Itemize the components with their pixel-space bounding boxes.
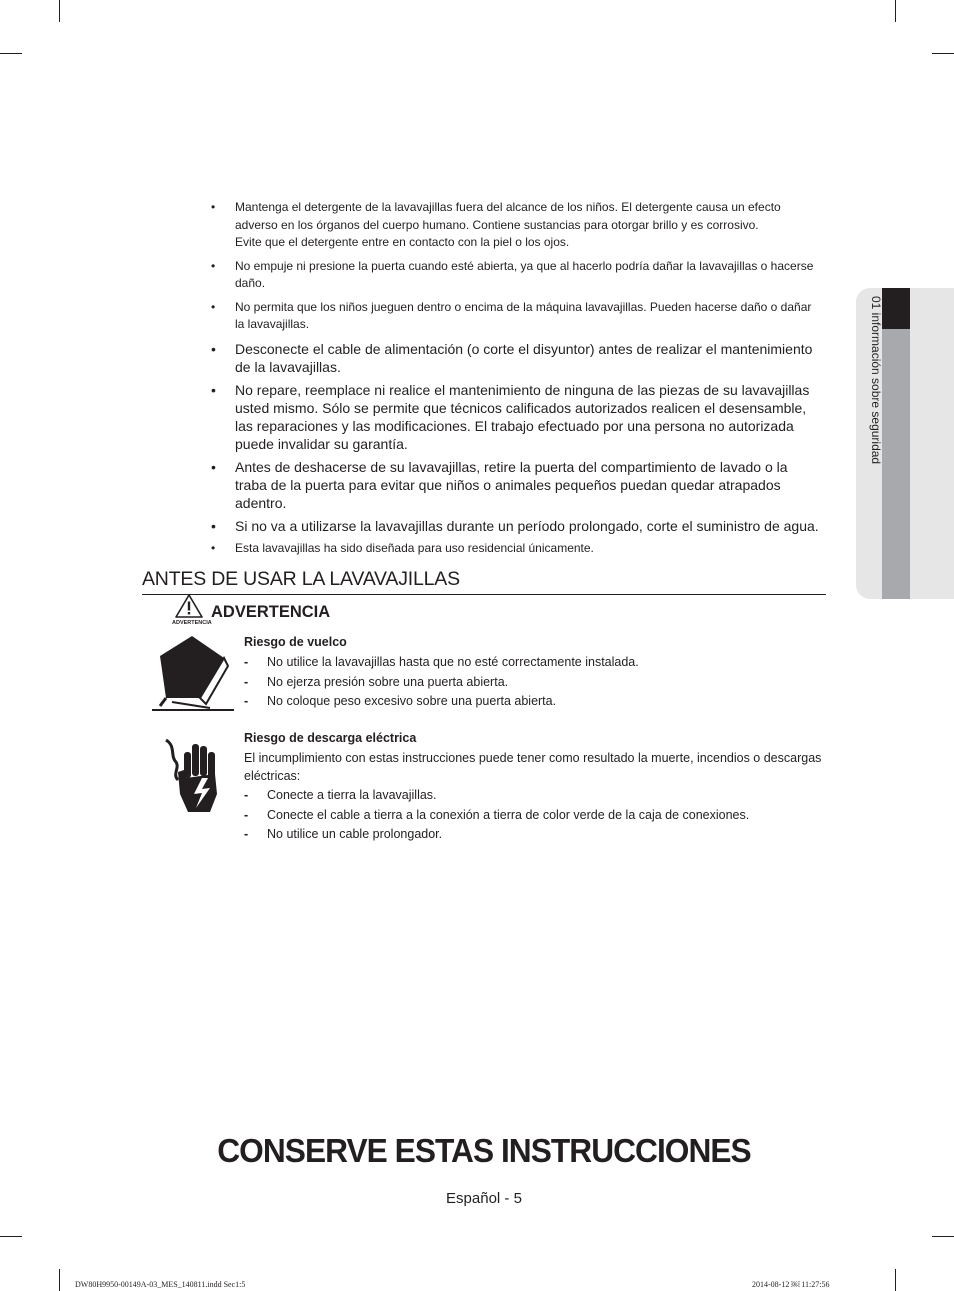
- dash-marker: -: [244, 827, 249, 841]
- warning-list-item: [244, 674, 824, 692]
- bullet-text-line: adentro.: [235, 494, 287, 511]
- crop-mark: [0, 1236, 22, 1237]
- bullet-marker: •: [211, 340, 216, 357]
- crop-mark: [895, 1269, 896, 1291]
- warning-list-item: [244, 807, 824, 825]
- crop-mark: [0, 53, 22, 54]
- warning-list-text: No utilice un cable prolongador.: [267, 827, 443, 841]
- bullet-text-line: Antes de deshacerse de su lavavajillas, retire la puerta del compartimiento de lavado o la: [235, 458, 788, 475]
- safety-bullet-list: [211, 199, 831, 563]
- chapter-tab-marker: [882, 288, 910, 329]
- crop-mark: [59, 1269, 60, 1291]
- bullet-text-line: usted mismo. Sólo se permite que técnicos calificados autorizados realicen el desensamble,: [235, 399, 807, 416]
- bullet-text-line: Si no va a utilizarse la lavavajillas durante un período prolongado, corte el suministro de agua.: [235, 517, 819, 534]
- warning-list-item: [244, 826, 824, 844]
- tip-over-list: [244, 654, 824, 711]
- safety-bullet: [211, 299, 831, 334]
- bullet-marker: •: [211, 517, 216, 534]
- safety-bullet: [211, 458, 831, 512]
- warning-icon-caption: ADVERTENCIA: [172, 620, 212, 626]
- dash-marker: -: [244, 674, 249, 689]
- bullet-text-line: No permita que los niños jueguen dentro o encima de la máquina lavavajillas. Pueden hacerse daño o dañar: [235, 299, 812, 314]
- bullet-marker: •: [211, 299, 216, 314]
- warning-list-item: [244, 787, 824, 805]
- safety-bullet: [211, 258, 831, 293]
- warning-triangle-icon: [175, 594, 203, 618]
- safety-bullet: [211, 381, 831, 453]
- bullet-marker: •: [211, 258, 216, 273]
- dash-marker: -: [244, 807, 249, 822]
- bullet-marker: •: [211, 458, 216, 475]
- tip-over-hazard-icon: [150, 634, 234, 712]
- shock-list: [244, 787, 824, 844]
- safety-bullet: [211, 540, 831, 558]
- bullet-text-line: traba de la puerta para evitar que niños o animales pequeños puedan quedar atrapados: [235, 476, 781, 493]
- tip-over-warning: [244, 634, 824, 713]
- safety-bullet: [211, 340, 831, 376]
- shock-intro: El incumplimiento con estas instrucciones puede tener como resultado la muerte, incendios o descargas eléctricas:: [244, 751, 822, 783]
- crop-mark: [932, 53, 954, 54]
- safety-bullet: [211, 517, 831, 535]
- print-slug-date: 2014-08-12 ￼ 11:27:56: [752, 1280, 830, 1289]
- crop-mark: [59, 0, 60, 22]
- bullet-marker: •: [211, 540, 216, 555]
- bullet-marker: •: [211, 381, 216, 398]
- crop-mark: [932, 1236, 954, 1237]
- warning-title: ADVERTENCIA: [211, 603, 331, 621]
- bullet-marker: •: [211, 200, 216, 214]
- chapter-tab-label: 01 información sobre seguridad: [869, 296, 883, 465]
- chapter-tab-bar: [882, 329, 910, 599]
- warning-list-text: No coloque peso excesivo sobre una puerta abierta.: [267, 694, 557, 708]
- shock-heading: Riesgo de descarga eléctrica: [244, 731, 417, 745]
- shock-warning: [244, 730, 824, 846]
- dash-marker: -: [244, 655, 249, 669]
- bullet-text-line: adverso en los órganos del cuerpo humano. Contiene sustancias para otorgar brillo y es corrosivo.: [235, 217, 759, 232]
- bullet-text-line: las reparaciones y las modificaciones. El trabajo efectuado por una persona no autorizada: [235, 417, 794, 434]
- dash-marker: -: [244, 694, 249, 708]
- print-slug-file: DW80H9950-00149A-03_MES_140811.indd Sec1:5: [75, 1280, 246, 1289]
- safety-bullet: [211, 199, 831, 252]
- dash-marker: -: [244, 788, 249, 802]
- bullet-text-line: daño.: [235, 276, 266, 290]
- bullet-text-line: puede invalidar su garantía.: [235, 435, 408, 452]
- warning-list-text: Conecte a tierra la lavavajillas.: [267, 788, 437, 802]
- footer-title: CONSERVE ESTAS INSTRUCCIONES: [217, 1132, 751, 1169]
- warning-list-item: [244, 693, 824, 711]
- bullet-text-line: de la lavavajillas.: [235, 358, 341, 375]
- bullet-text-line: No empuje ni presione la puerta cuando esté abierta, ya que al hacerlo podría dañar la lavavajillas o hacerse: [235, 258, 814, 273]
- electric-shock-hazard-icon: [162, 738, 222, 814]
- bullet-text-line: Evite que el detergente entre en contacto con la piel o los ojos.: [235, 235, 570, 249]
- bullet-text-line: Esta lavavajillas ha sido diseñada para uso residencial únicamente.: [235, 540, 594, 555]
- section-heading: ANTES DE USAR LA LAVAVAJILLAS: [142, 568, 826, 595]
- bullet-text-line: la lavavajillas.: [235, 317, 310, 331]
- warning-list-text: Conecte el cable a tierra a la conexión a tierra de color verde de la caja de conexiones.: [267, 807, 750, 822]
- warning-list-text: No ejerza presión sobre una puerta abierta.: [267, 674, 509, 689]
- tip-over-heading: Riesgo de vuelco: [244, 635, 347, 649]
- bullet-text-line: Desconecte el cable de alimentación (o corte el disyuntor) antes de realizar el mantenimiento: [235, 340, 813, 357]
- warning-list-item: [244, 654, 824, 672]
- bullet-text-line: No repare, reemplace ni realice el mantenimiento de ninguna de las piezas de su lavavajillas: [235, 381, 810, 398]
- bullet-text-line: Mantenga el detergente de la lavavajillas fuera del alcance de los niños. El detergente causa un efecto: [235, 200, 781, 214]
- crop-mark: [895, 0, 896, 22]
- page-number: Español - 5: [446, 1190, 522, 1207]
- warning-list-text: No utilice la lavavajillas hasta que no esté correctamente instalada.: [267, 655, 639, 669]
